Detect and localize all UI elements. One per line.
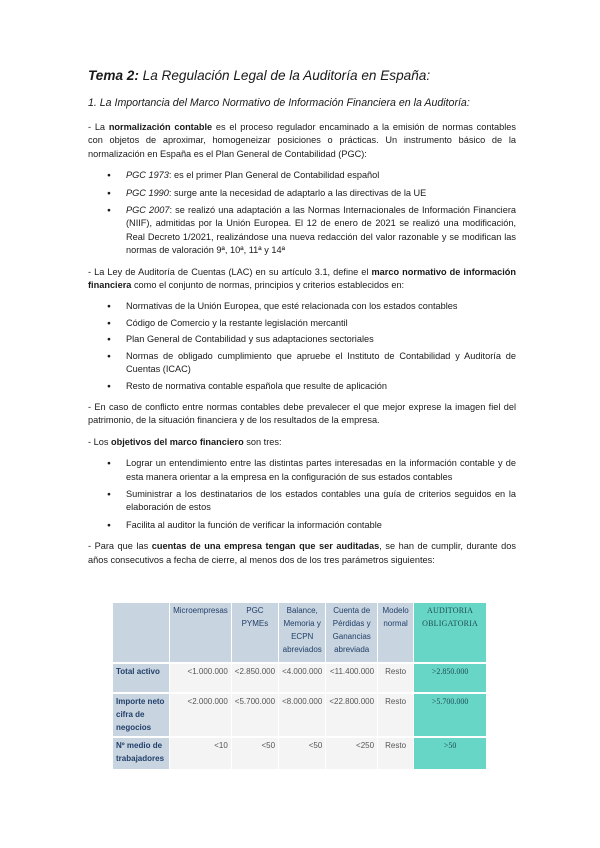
- title-text: La Regulación Legal de la Auditoría en España:: [138, 68, 431, 83]
- table-cell: Resto: [378, 663, 414, 693]
- list-item: ● Normas de obligado cumplimiento que apruebe el Instituto de Contabilidad y Auditoría de Cuentas (ICAC): [126, 350, 516, 377]
- paragraph-objetivos: - Los objetivos del marco financiero son tres:: [88, 436, 282, 447]
- marco-list: [88, 300, 516, 392]
- row-label: Importe neto cifra de negocios: [113, 693, 170, 737]
- audit-thresholds-table: [113, 603, 486, 769]
- page-title: [88, 68, 516, 83]
- paragraph-auditoria: - Para que las cuentas de una empresa tengan que ser auditadas, se han de cumplir, durante dos años consecutivos a fecha de cierre, al menos dos de los tres parámetros siguientes:: [88, 541, 516, 565]
- table-cell: <11.400.000: [326, 663, 378, 693]
- table-cell: <8.000.000: [279, 693, 326, 737]
- table-cell: <50: [279, 737, 326, 769]
- list-item: ● Normativas de la Unión Europea, que esté relacionada con los estados contables: [126, 300, 516, 313]
- list-item: ● Resto de normativa contable española que resulte de aplicación: [126, 380, 516, 393]
- table-row: [113, 663, 486, 693]
- table-cell: <250: [326, 737, 378, 769]
- list-item: ● PGC 1973: es el primer Plan General de Contabilidad español: [126, 169, 516, 182]
- document-page: [88, 68, 516, 575]
- table-cell: <4.000.000: [279, 663, 326, 693]
- table-row: [113, 737, 486, 769]
- table-cell: <2.000.000: [170, 693, 232, 737]
- paragraph-conflicto: - En caso de conflicto entre normas contables debe prevalecer el que mejor exprese la imagen fiel del patrimonio, de la situación financiera y de los resultados de la empresa.: [88, 401, 516, 426]
- table-header-cell: AUDITORIA OBLIGATORIA: [414, 603, 486, 663]
- table-header-row: [113, 603, 486, 663]
- table-header-cell: PGC PYMEs: [231, 603, 278, 663]
- list-item: ● Plan General de Contabilidad y sus adaptaciones sectoriales: [126, 333, 516, 346]
- table-cell: <2.850.000: [231, 663, 278, 693]
- list-item: ● Lograr un entendimiento entre las distintas partes interesadas en la información contable y de esta manera orientar a la empresa en la configuración de sus estados contables: [126, 457, 516, 484]
- list-item: ● Facilita al auditor la función de verificar la información contable: [126, 519, 516, 532]
- table-cell: >5.700.000: [414, 693, 486, 737]
- table-header-cell: Balance, Memoria y ECPN abreviados: [279, 603, 326, 663]
- table-cell: Resto: [378, 693, 414, 737]
- table-header-cell: Cuenta de Pérdidas y Ganancias abreviada: [326, 603, 378, 663]
- table-cell: <50: [231, 737, 278, 769]
- section-heading: 1. La Importancia del Marco Normativo de Información Financiera en la Auditoría:: [88, 97, 470, 109]
- table-row: [113, 693, 486, 737]
- table-header-cell: Modelo normal: [378, 603, 414, 663]
- row-label: Nº medio de trabajadores: [113, 737, 170, 769]
- table-cell: <10: [170, 737, 232, 769]
- table-header-cell: Microempresas: [170, 603, 232, 663]
- list-item: ● PGC 1990: surge ante la necesidad de adaptarlo a las directivas de la UE: [126, 187, 516, 200]
- list-item: ● Código de Comercio y la restante legislación mercantil: [126, 317, 516, 330]
- objetivos-list: [88, 457, 516, 532]
- title-number: Tema 2:: [88, 68, 139, 83]
- list-item: ● PGC 2007: se realizó una adaptación a las Normas Internacionales de Información Financiera (NIIF), admitidas por la Unión Europea. El 12 de enero de 2021 se realizó una modificación, Real Decreto 1/2021, realizándose una nueva redacción del valor razonable y se modifican las normas de valoración 9ª, 10ª, 11ª y 14ª: [126, 204, 516, 258]
- table-cell: <1.000.000: [170, 663, 232, 693]
- table-cell: >50: [414, 737, 486, 769]
- list-item: ● Suministrar a los destinatarios de los estados contables una guía de criterios seguidos en la elaboración de estos: [126, 488, 516, 515]
- table-cell: Resto: [378, 737, 414, 769]
- table-header-cell: [113, 603, 170, 663]
- pgc-list: [88, 169, 516, 257]
- table-cell: <5.700.000: [231, 693, 278, 737]
- paragraph-normalizacion: - La normalización contable es el proceso regulador encaminado a la emisión de normas contables con objetos de aproximar, homogeneizar posiciones o prácticas. Un instrumento básico de la normalización en España es el Plan General de Contabilidad (PGC):: [88, 122, 516, 159]
- table-cell: <22.800.000: [326, 693, 378, 737]
- row-label: Total activo: [113, 663, 170, 693]
- table-cell: >2.850.000: [414, 663, 486, 693]
- paragraph-lac: - La Ley de Auditoría de Cuentas (LAC) en su artículo 3.1, define el marco normativo de información financiera como el conjunto de normas, principios y criterios establecidos en:: [88, 266, 516, 291]
